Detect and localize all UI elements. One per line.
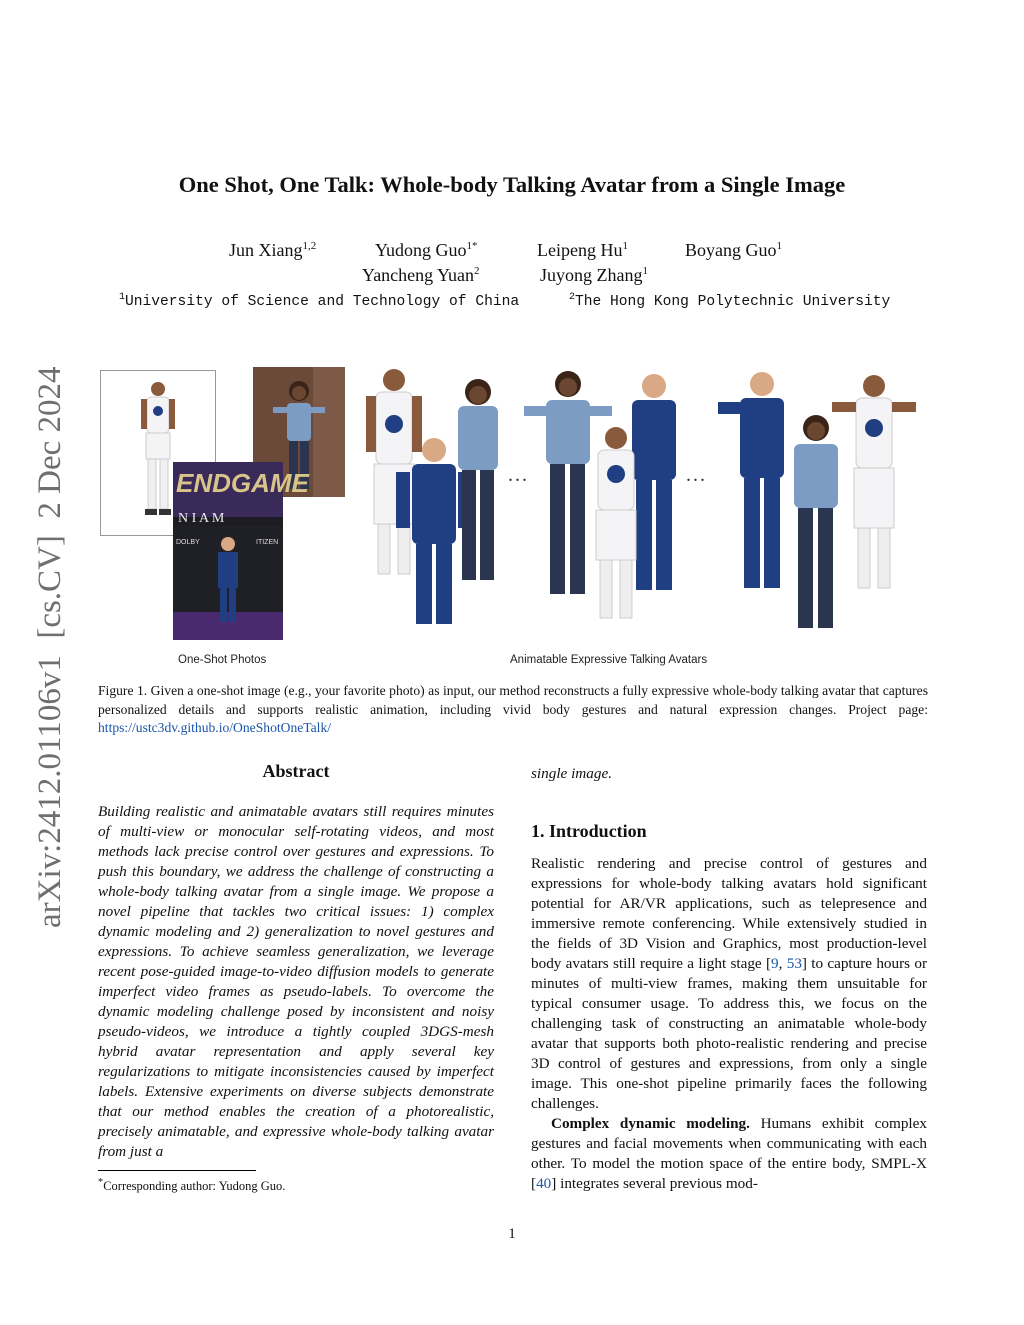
intro-paragraph-2: Complex dynamic modeling. Humans exhibit complex gestures and facial movements when communicating with each other. To model the motion space of the entire body, SMPL-X [40] integrates several previous mod- xyxy=(531,1115,927,1192)
affiliation-1: $^1$University of Science and Technology of China xyxy=(119,292,520,310)
arxiv-stamp: arXiv:2412.01106v1 [cs.CV] 2 Dec 2024 xyxy=(32,366,68,928)
teaser-figure xyxy=(96,362,932,647)
avatar-woman-1 xyxy=(458,379,498,580)
author-6: Juyong Zhang$^1$ xyxy=(540,265,648,285)
figure-label-right: Animatable Expressive Talking Avatars xyxy=(510,654,708,666)
affiliation-2: $^2$The Hong Kong Polytechnic University xyxy=(569,292,891,310)
ellipsis-1: ... xyxy=(508,464,529,486)
input-photo-suit-man-poster xyxy=(173,462,309,640)
avatar-woman-3 xyxy=(794,415,838,628)
poster-citizen-text: ITIZEN xyxy=(256,539,279,546)
abstract-heading: Abstract xyxy=(262,761,330,781)
project-page-link[interactable]: https://ustc3dv.github.io/OneShotOneTalk/ xyxy=(98,720,332,735)
author-4: Boyang Guo$^1$ xyxy=(685,240,782,260)
avatar-suit-2 xyxy=(632,374,676,590)
footnote-rule xyxy=(98,1170,256,1171)
avatar-player-2 xyxy=(596,427,636,618)
avatar-suit-3 xyxy=(718,372,784,588)
page-number: 1 xyxy=(508,1226,516,1242)
author-5: Yancheng Yuan$^2$ xyxy=(362,265,480,285)
author-2: Yudong Guo$^{1*}$ xyxy=(375,240,478,260)
author-1: Jun Xiang$^{1,2}$ xyxy=(229,240,317,260)
figure-label-left: One-Shot Photos xyxy=(178,654,267,666)
poster-dolby-text: DOLBY xyxy=(176,539,200,546)
avatar-renders xyxy=(354,362,932,647)
footnote: *Corresponding author: Yudong Guo. xyxy=(98,1177,286,1194)
citation-9[interactable]: 9 xyxy=(771,955,779,972)
poster-letters-text: N I A M xyxy=(178,511,225,526)
ellipsis-2: ... xyxy=(686,464,707,486)
avatar-player-3 xyxy=(832,375,916,588)
paper-title: One Shot, One Talk: Whole-body Talking Avatar from a Single Image xyxy=(178,172,846,197)
intro-paragraph-1: Realistic rendering and precise control of gestures and expressions for whole-body talking avatars hold significant potential for AR/VR applications, such as telepresence and immersive remote conferencing. While extensively studied in the fields of 3D Vision and Graphics, most production-level body avatars still require a light stage [9, 53] to capture hours or minutes of multi-view frames, making them unsuitable for typical consumer usage. To address this, we focus on the challenging task of constructing an animatable whole-body avatar that supports both photo-realistic rendering and precise 3D control of gestures and expressions, from only a single image. This one-shot pipeline primarily faces the following challenges. xyxy=(531,855,928,1112)
intro-heading: 1. Introduction xyxy=(531,821,647,841)
figure-caption: Figure 1. Given a one-shot image (e.g., your favorite photo) as input, our method reconstructs a fully expressive whole-body talking avatar that captures personalized details and supports realistic animation, including vivid body gestures and natural expression changes. Project page: https://ustc3dv.github.io/OneShotOneTalk/ xyxy=(98,683,928,735)
intro-body xyxy=(531,854,927,1194)
abstract-continuation: single image. xyxy=(531,765,612,782)
abstract-body: Building realistic and animatable avatars still requires minutes of multi-view or monocular self-rotating videos, and most methods lack precise control over gestures and expressions. To push this boundary, we address the challenge of constructing a whole-body talking avatar from a single image. We propose a novel pipeline that tackles two critical issues: 1) complex dynamic modeling and 2) generalization to novel gestures and expressions. To achieve seamless generalization, we leverage recent pose-guided image-to-video diffusion models to generate imperfect video frames as pseudo-labels. To overcome the dynamic modeling challenge posed by inconsistent and noisy pseudo-videos, we introduce a tightly coupled 3DGS-mesh hybrid avatar representation and apply several key regularizations to mitigate inconsistencies caused by imperfect labels. Extensive experiments on diverse subjects demonstrate that our method enables the creation of a photorealistic, precisely animatable, and expressive whole-body talking avatar from just a xyxy=(98,803,494,1160)
citation-40[interactable]: 40 xyxy=(536,1175,552,1192)
author-3: Leipeng Hu$^1$ xyxy=(537,240,628,260)
citation-53[interactable]: 53 xyxy=(786,955,802,972)
poster-banner-text: ENDGAME xyxy=(176,468,309,498)
